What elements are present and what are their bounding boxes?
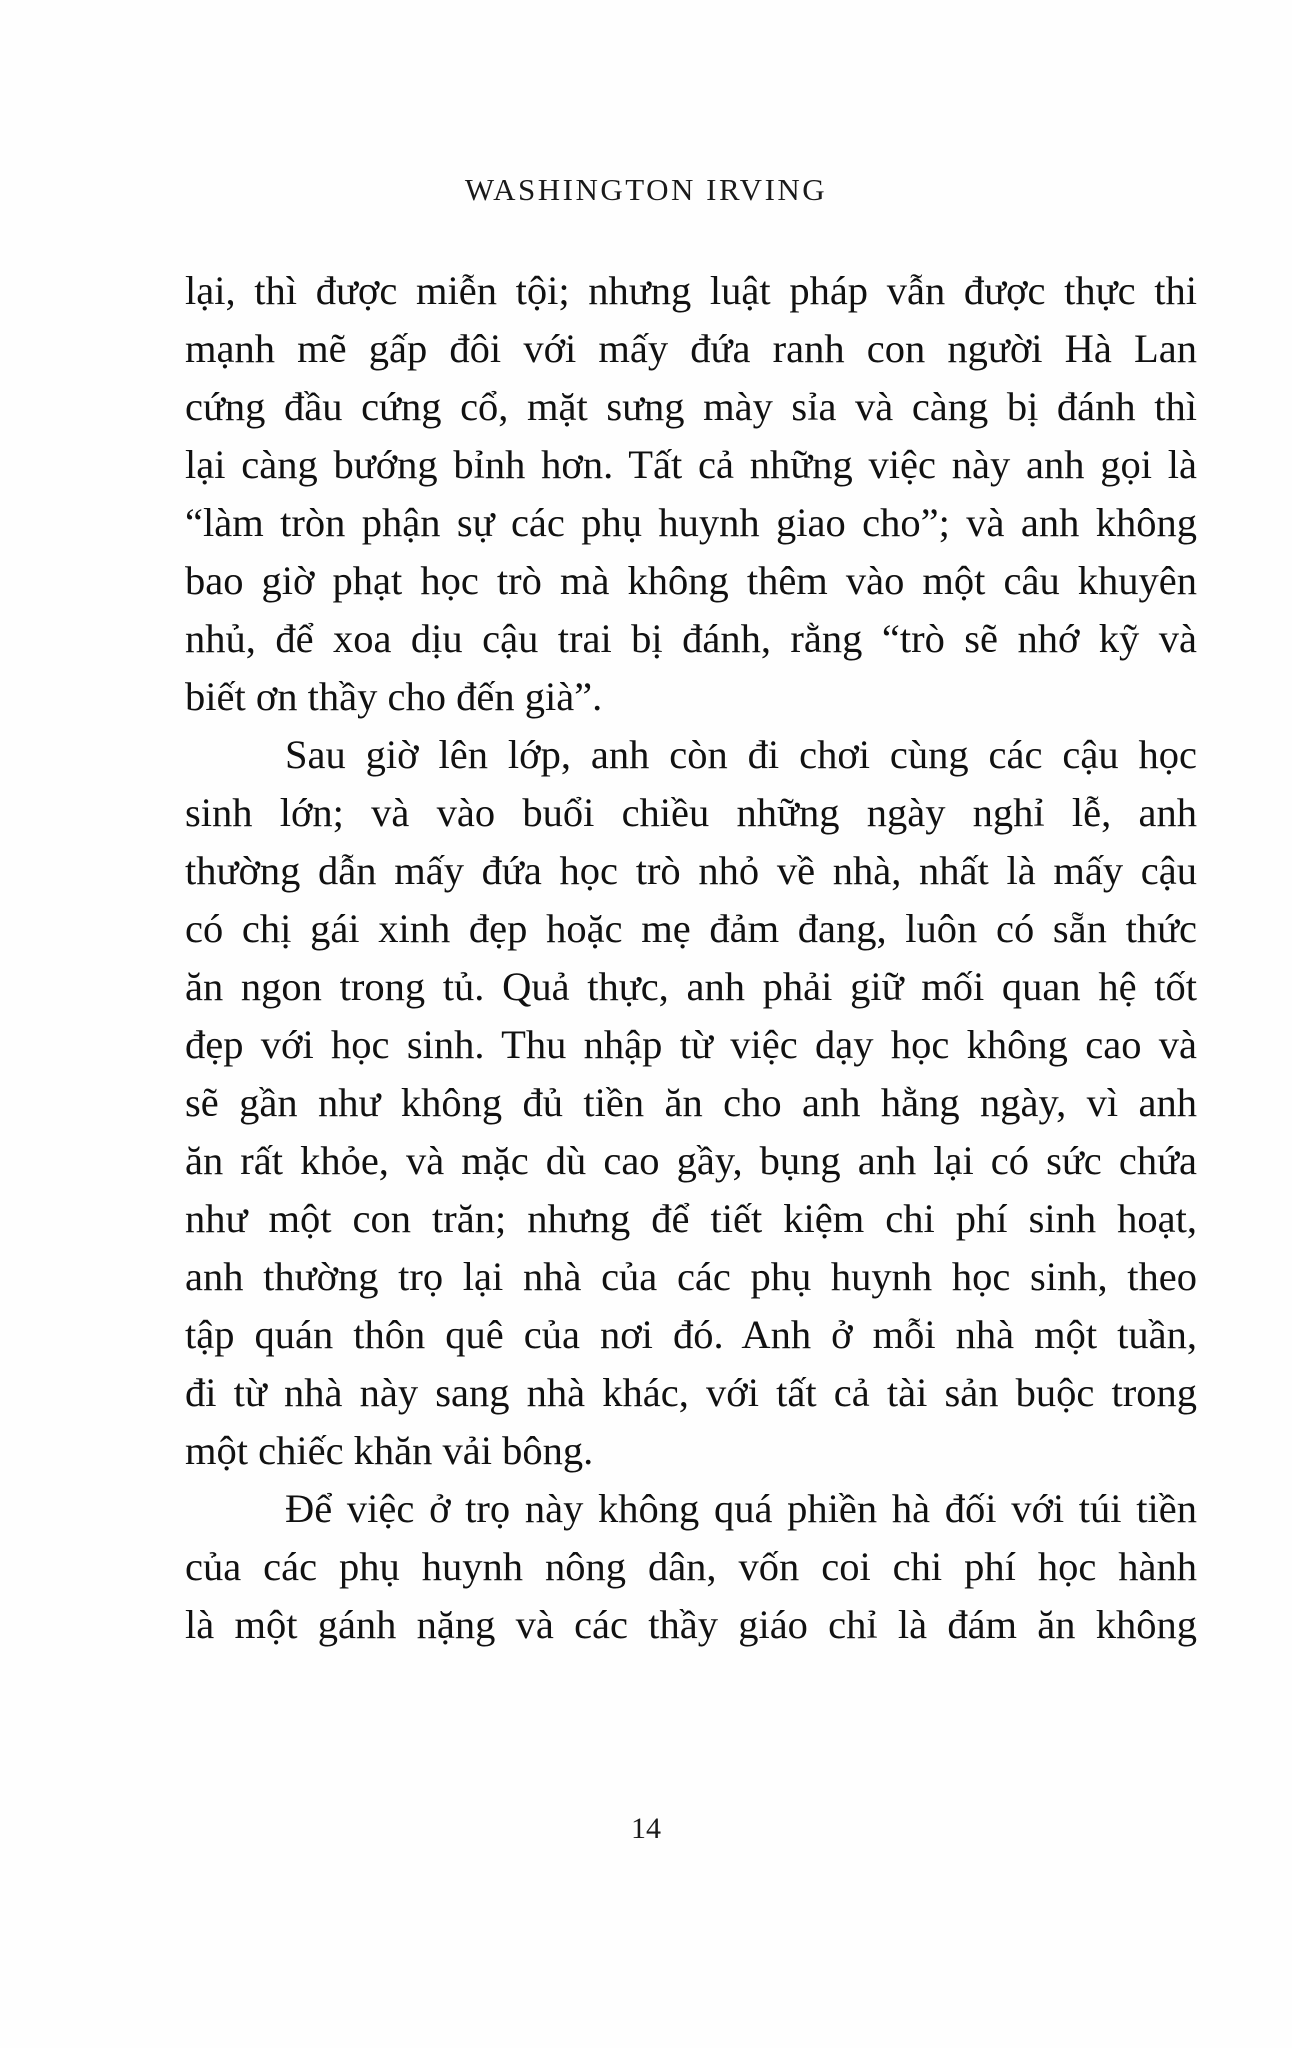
text-line: anh thường trọ lại nhà của các phụ huynh học sinh, theo (185, 1254, 1197, 1299)
text-line: ăn ngon trong tủ. Quả thực, anh phải giữ mối quan hệ tốt (185, 964, 1197, 1009)
text-line: nhủ, để xoa dịu cậu trai bị đánh, rằng “trò sẽ nhớ kỹ và (185, 616, 1197, 661)
text-line: có chị gái xinh đẹp hoặc mẹ đảm đang, luôn có sẵn thức (185, 906, 1197, 951)
text-line: đi từ nhà này sang nhà khác, với tất cả tài sản buộc trong (185, 1370, 1197, 1415)
text-line: Sau giờ lên lớp, anh còn đi chơi cùng các cậu học (285, 732, 1197, 777)
text-line: “làm tròn phận sự các phụ huynh giao cho”; và anh không (185, 500, 1197, 545)
text-line: bao giờ phạt học trò mà không thêm vào một câu khuyên (185, 558, 1197, 603)
text-line: cứng đầu cứng cổ, mặt sưng mày sỉa và càng bị đánh thì (185, 384, 1197, 429)
paragraph-3 (185, 1480, 1197, 1654)
text-line: Để việc ở trọ này không quá phiền hà đối với túi tiền (285, 1486, 1197, 1531)
text-line: của các phụ huynh nông dân, vốn coi chi phí học hành (185, 1544, 1197, 1589)
paragraph-1 (185, 262, 1197, 726)
text-line: lại càng bướng bỉnh hơn. Tất cả những việc này anh gọi là (185, 442, 1197, 487)
text-line: sinh lớn; và vào buổi chiều những ngày nghỉ lễ, anh (185, 790, 1197, 835)
running-head-author: WASHINGTON IRVING (464, 172, 828, 207)
body-text (185, 262, 1197, 1654)
paragraph-2 (185, 726, 1197, 1480)
page-number: 14 (631, 1812, 661, 1845)
text-line: ăn rất khỏe, và mặc dù cao gầy, bụng anh lại có sức chứa (185, 1138, 1197, 1183)
text-line: tập quán thôn quê của nơi đó. Anh ở mỗi nhà một tuần, (185, 1312, 1197, 1357)
text-line: biết ơn thầy cho đến già”. (185, 674, 603, 719)
text-line: lại, thì được miễn tội; nhưng luật pháp vẫn được thực thi (185, 268, 1197, 313)
text-line: là một gánh nặng và các thầy giáo chỉ là đám ăn không (185, 1602, 1197, 1647)
text-line: sẽ gần như không đủ tiền ăn cho anh hằng ngày, vì anh (185, 1080, 1197, 1125)
text-line: thường dẫn mấy đứa học trò nhỏ về nhà, nhất là mấy cậu (185, 848, 1197, 893)
text-line: đẹp với học sinh. Thu nhập từ việc dạy học không cao và (185, 1022, 1197, 1067)
text-line: như một con trăn; nhưng để tiết kiệm chi phí sinh hoạt, (185, 1196, 1197, 1241)
text-line: một chiếc khăn vải bông. (185, 1428, 594, 1473)
text-line: mạnh mẽ gấp đôi với mấy đứa ranh con người Hà Lan (185, 326, 1197, 371)
